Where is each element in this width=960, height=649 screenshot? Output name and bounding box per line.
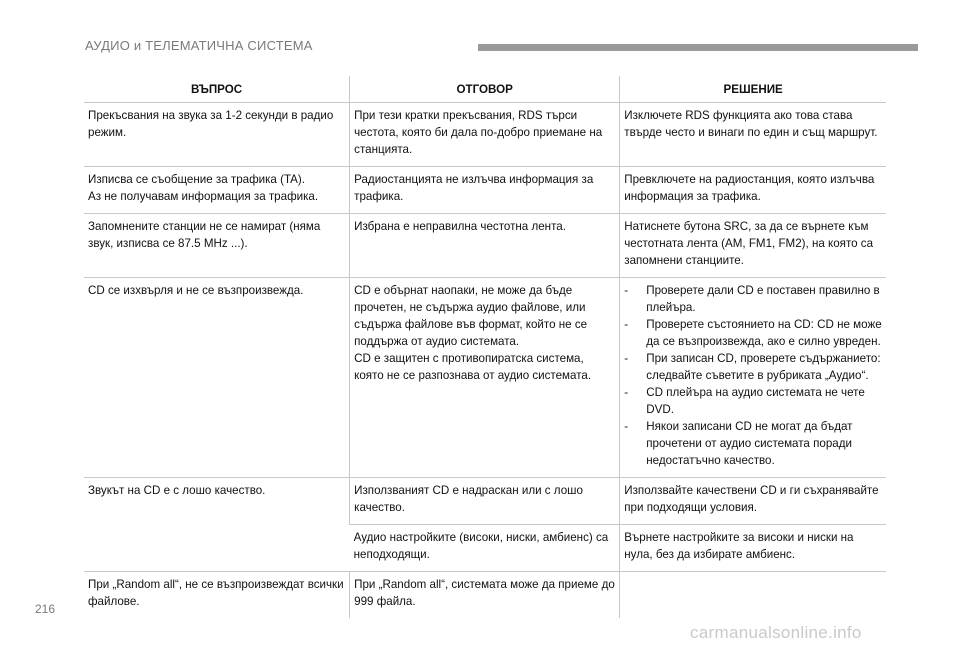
watermark: carmanualsonline.info bbox=[690, 623, 862, 642]
solution-list-item: - Проверете състоянието на CD: CD не може да се възпроизвежда, ако е силно увреден. bbox=[624, 316, 882, 350]
answer-cell: При тези кратки прекъсвания, RDS търси честота, която би дала по-добро приемане на станцията. bbox=[350, 103, 620, 167]
troubleshooting-table bbox=[84, 76, 886, 618]
solution-cell bbox=[620, 278, 886, 478]
solution-list-item: - CD плейъра на аудио системата не чете DVD. bbox=[624, 384, 882, 418]
table-row bbox=[84, 572, 886, 619]
answer-cell: Радиостанцията не излъчва информация за трафика. bbox=[350, 167, 620, 214]
question-cell: Звукът на CD е с лошо качество. bbox=[84, 478, 350, 572]
question-cell: Запомнените станции не се намират (няма звук, изписва се 87.5 MHz ...). bbox=[84, 214, 350, 278]
column-header-question: ВЪПРОС bbox=[84, 76, 350, 103]
page-header-title: АУДИО и ТЕЛЕМАТИЧНА СИСТЕМА bbox=[85, 38, 313, 53]
column-header-answer: ОТГОВОР bbox=[350, 76, 620, 103]
question-cell: Прекъсвания на звука за 1-2 секунди в радио режим. bbox=[84, 103, 350, 167]
table-row bbox=[84, 103, 886, 167]
table-row bbox=[84, 278, 886, 478]
answer-paragraph: CD е защитен с противопиратска система, която не се разпознава от аудио системата. bbox=[354, 352, 592, 382]
solution-list-item: - Проверете дали CD е поставен правилно в плейъра. bbox=[624, 282, 882, 316]
answer-cell: При „Random all“, системата може да приеме до 999 файла. bbox=[350, 572, 620, 619]
question-line: Аз не получавам информация за трафика. bbox=[88, 190, 319, 203]
solution-cell: Превключете на радиостанция, която излъчва информация за трафика. bbox=[620, 167, 886, 214]
solution-cell: Използвайте качествени CD и ги съхранявайте при подходящи условия. bbox=[620, 478, 886, 525]
solution-cell bbox=[620, 572, 886, 619]
solution-list-item: - При записан CD, проверете съдържанието: следвайте съветите в рубриката „Аудио“. bbox=[624, 350, 882, 384]
table-row bbox=[84, 167, 886, 214]
column-header-solution: РЕШЕНИЕ bbox=[620, 76, 886, 103]
solution-cell: Изключете RDS функцията ако това става твърде често и винаги по един и същ маршрут. bbox=[620, 103, 886, 167]
header-bar bbox=[478, 44, 918, 51]
solution-cell: Върнете настройките за високи и ниски на нула, без да избирате амбиенс. bbox=[620, 525, 886, 572]
solution-list bbox=[624, 282, 882, 469]
answer-cell: Използваният CD е надраскан или с лошо качество. bbox=[350, 478, 620, 525]
answer-cell: Избрана е неправилна честотна лента. bbox=[350, 214, 620, 278]
page-number: 216 bbox=[35, 602, 56, 616]
table-row bbox=[84, 478, 886, 525]
answer-paragraph: CD е обърнат наопаки, не може да бъде прочетен, не съдържа аудио файлове, или съдържа файлове във формат, който не се поддържа от аудио системата. bbox=[354, 284, 588, 348]
answer-cell: Аудио настройките (високи, ниски, амбиенс) са неподходящи. bbox=[350, 525, 620, 572]
table-header-row bbox=[84, 76, 886, 103]
answer-cell bbox=[350, 278, 620, 478]
question-cell: CD се изхвърля и не се възпроизвежда. bbox=[84, 278, 350, 478]
question-line: Изписва се съобщение за трафика (TA). bbox=[88, 173, 305, 186]
table-row bbox=[84, 214, 886, 278]
solution-list-item: - Някои записани CD не могат да бъдат прочетени от аудио системата поради недостатъчно качество. bbox=[624, 418, 882, 469]
solution-cell: Натиснете бутона SRC, за да се върнете към честотната лента (AM, FM1, FM2), на която са запомнени станциите. bbox=[620, 214, 886, 278]
question-cell bbox=[84, 167, 350, 214]
question-cell: При „Random all“, не се възпроизвеждат всички файлове. bbox=[88, 578, 344, 608]
